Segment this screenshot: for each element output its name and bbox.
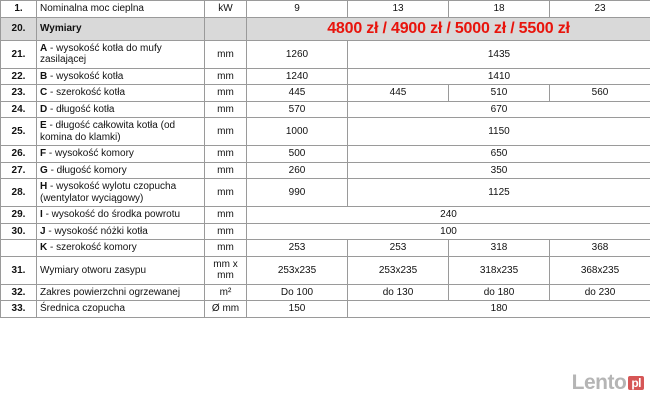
row-number: 24. [1,101,37,118]
row-description [37,207,205,224]
row-number: 27. [1,162,37,179]
row-description-text: - długość komory [50,164,127,176]
row-value-2: 253x235 [348,256,449,284]
row-value-1: 500 [247,146,348,163]
row-number: 28. [1,179,37,207]
row-value-4: 560 [550,85,650,102]
row-value-1: 260 [247,162,348,179]
row-description [37,240,205,257]
table-row [1,284,650,301]
row-value-1: 1000 [247,118,348,146]
row-number: 32. [1,284,37,301]
row-unit: mm [205,68,247,85]
row-number: 21. [1,40,37,68]
row-value-2: do 130 [348,284,449,301]
table-row [1,162,650,179]
row-letter: K [40,242,48,254]
row-value-2: 650 [348,146,650,163]
row-letter: E [40,120,47,132]
row-value-1: 445 [247,85,348,102]
row-number: 20. [1,17,37,40]
row-value-2: 253 [348,240,449,257]
row-value-1: Do 100 [247,284,348,301]
row-value-4: 368 [550,240,650,257]
row-number: 23. [1,85,37,102]
row-value-3: 318 [449,240,550,257]
row-description-text: - szerokość kotła [50,87,126,99]
table-row [1,223,650,240]
row-description: Wymiary otworu zasypu [37,256,205,284]
row-number: 31. [1,256,37,284]
row-value-4: 23 [550,1,650,18]
row-unit: Ø mm [205,301,247,318]
row-letter: I [40,209,43,221]
row-description-text: - wysokość komory [48,148,134,160]
row-description [37,179,205,207]
row-value-1: 1240 [247,68,348,85]
watermark-text: Lento [571,371,627,394]
row-value-1: 990 [247,179,348,207]
row-description-text: - wysokość do środka powrotu [45,209,181,221]
row-value-1: 1260 [247,40,348,68]
row-number: 25. [1,118,37,146]
row-value-1: 570 [247,101,348,118]
table-row [1,240,650,257]
row-letter: H [40,181,48,193]
row-letter: G [40,164,48,176]
table-row [1,207,650,224]
watermark-suffix: pl [628,376,644,390]
row-description: Wymiary [37,17,205,40]
table-row-dimensions [1,17,650,40]
row-number: 33. [1,301,37,318]
row-value-2: 1435 [348,40,650,68]
row-unit: mm [205,240,247,257]
row-value-3: 318x235 [449,256,550,284]
row-unit: mm [205,85,247,102]
row-value-1: 253 [247,240,348,257]
row-value-1: 100 [247,223,650,240]
row-value-1: 9 [247,1,348,18]
row-description [37,101,205,118]
row-description-text: - długość kotła [50,103,115,115]
row-value-2: 1125 [348,179,650,207]
row-description [37,223,205,240]
table-row [1,301,650,318]
row-description: Nominalna moc cieplna [37,1,205,18]
row-unit [205,17,247,40]
row-description-text: - wysokość kotła do mufy zasilającej [40,42,162,66]
row-number: 1. [1,1,37,18]
row-number [1,240,37,257]
row-letter: D [40,103,48,115]
row-value-3: 18 [449,1,550,18]
row-value-1: 150 [247,301,348,318]
table-row [1,40,650,68]
row-value-2: 180 [348,301,650,318]
row-unit: mm [205,118,247,146]
row-description [37,68,205,85]
row-unit: m² [205,284,247,301]
row-description [37,118,205,146]
row-description-text: - wysokość wylotu czopucha (wentylator wyciągowy) [40,181,177,204]
table-row [1,179,650,207]
table-row [1,85,650,102]
row-value-4: 368x235 [550,256,650,284]
row-value-3: 510 [449,85,550,102]
table-row [1,101,650,118]
table-row [1,146,650,163]
table-row [1,68,650,85]
row-unit: mm [205,101,247,118]
row-number: 29. [1,207,37,224]
row-unit: mm [205,162,247,179]
row-unit: mm [205,40,247,68]
row-number: 30. [1,223,37,240]
table-row [1,256,650,284]
row-unit: kW [205,1,247,18]
row-description-text: - szerokość komory [50,242,137,254]
row-letter: F [40,148,47,160]
row-value-2: 13 [348,1,449,18]
row-description [37,146,205,163]
row-value-1: 253x235 [247,256,348,284]
row-description [37,40,205,68]
row-value-2: 1410 [348,68,650,85]
watermark [572,371,644,395]
price-row: 4800 zł / 4900 zł / 5000 zł / 5500 zł [247,17,650,40]
row-description: Zakres powierzchni ogrzewanej [37,284,205,301]
row-description-text: - długość całkowita kotła (od komina do klamki) [40,120,176,143]
row-value-2: 445 [348,85,449,102]
row-unit: mm [205,223,247,240]
row-letter: J [40,225,46,237]
row-unit: mm [205,207,247,224]
row-unit: mm [205,146,247,163]
row-value-1: 240 [247,207,650,224]
row-description-text: - wysokość kotła [50,70,124,82]
row-description: Średnica czopucha [37,301,205,318]
row-description [37,85,205,102]
row-value-2: 350 [348,162,650,179]
table-body [1,1,650,318]
row-letter: A [40,42,48,54]
row-value-2: 670 [348,101,650,118]
row-value-2: 1150 [348,118,650,146]
row-letter: B [40,70,48,82]
table-row [1,1,650,18]
row-number: 26. [1,146,37,163]
row-number: 22. [1,68,37,85]
row-unit: mm [205,179,247,207]
table-row [1,118,650,146]
row-value-4: do 230 [550,284,650,301]
row-value-3: do 180 [449,284,550,301]
row-letter: C [40,87,48,99]
row-description [37,162,205,179]
row-unit: mm x mm [205,256,247,284]
row-description-text: - wysokość nóżki kotła [48,225,148,237]
